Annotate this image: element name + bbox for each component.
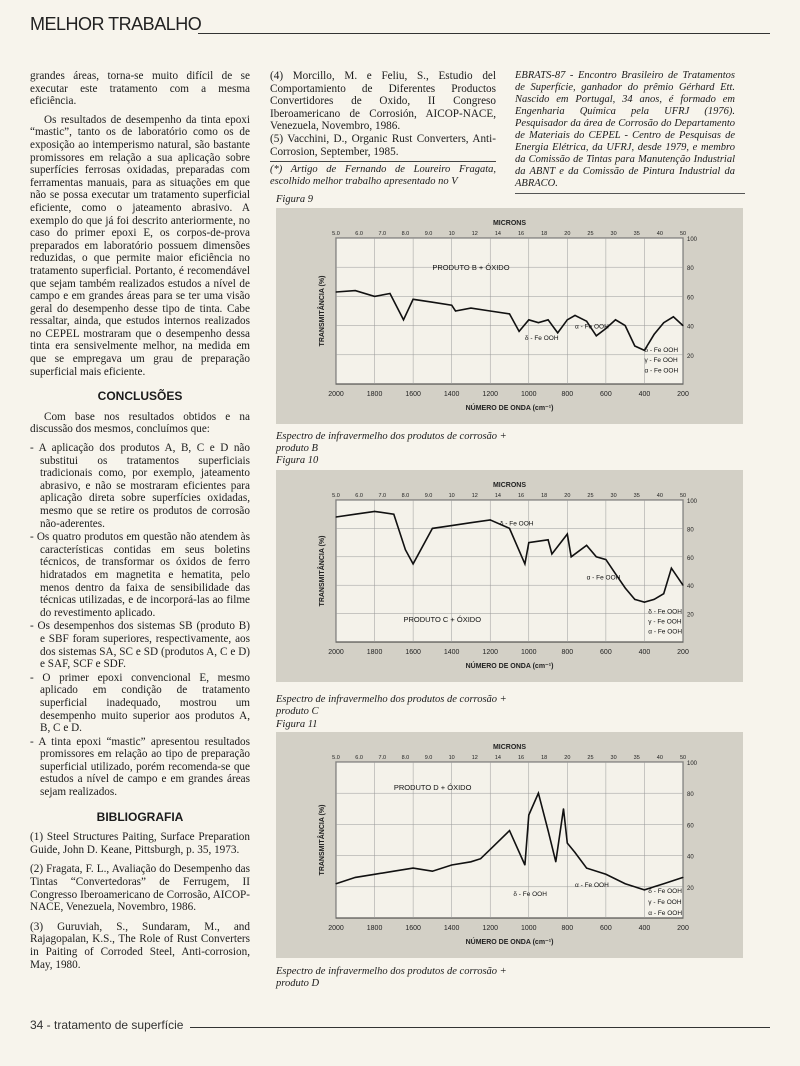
peak-annotation: α - Fe OOH (575, 881, 609, 889)
ir-spectrum-svg (276, 208, 743, 424)
figure-caption: Espectro de infravermelho dos produtos de corrosão + produto D (276, 966, 507, 989)
x-tick-label: 1600 (405, 391, 421, 398)
spectrum-point (586, 867, 587, 868)
peak-annotation: δ - Fe OOH (513, 891, 547, 899)
spectrum-point (555, 861, 556, 862)
reference-item: (5) Vacchini, D., Organic Rust Converters, Anti-Corrosion, September, 1985. (270, 132, 496, 158)
micron-tick-label: 7.0 (378, 755, 387, 761)
peak-annotation: α - Fe OOH (586, 574, 621, 582)
spectrum-point (625, 325, 626, 326)
y-axis-label: TRANSMITÂNCIA (%) (319, 804, 326, 876)
spectrum-point (413, 867, 414, 868)
x-tick-label: 1800 (366, 649, 383, 656)
spectrum-point (596, 335, 597, 336)
micron-tick-label: 18 (541, 493, 548, 499)
y-tick-label: 60 (687, 555, 694, 562)
micron-tick-label: 20 (564, 231, 571, 237)
header-rule (198, 33, 770, 34)
microns-label: MICRONS (492, 744, 527, 751)
micron-tick-label: 16 (518, 493, 525, 499)
spectrum-point (524, 864, 525, 865)
figure-11-chart (276, 732, 743, 958)
spectrum-point (355, 877, 356, 878)
micron-tick-label: 25 (587, 231, 594, 237)
spectrum-point (490, 849, 491, 850)
spectrum-point (470, 307, 471, 308)
spectrum-point (551, 553, 552, 554)
x-tick-label: 2000 (328, 391, 344, 398)
peak-annotation: α - Fe OOH (644, 367, 679, 375)
figure-caption: Espectro de infravermelho dos produtos de corrosão + produto C (276, 694, 507, 717)
x-tick-label: 1400 (443, 925, 460, 932)
spectrum-point (528, 542, 529, 543)
spectrum-point (547, 830, 548, 831)
ir-spectrum-svg (276, 732, 743, 958)
y-tick-label: 100 (687, 237, 698, 243)
column-middle (270, 70, 496, 194)
x-tick-label: 1400 (443, 391, 460, 398)
micron-tick-label: 40 (656, 493, 663, 499)
x-tick-label: 1000 (520, 649, 537, 656)
micron-tick-label: 6.0 (355, 755, 363, 761)
spectrum-point (528, 814, 529, 815)
figure-9-chart (276, 208, 743, 424)
spectrum-point (509, 528, 510, 529)
x-tick-label: 1600 (405, 925, 421, 932)
micron-tick-label: 7.0 (378, 493, 387, 499)
x-tick-label: 2000 (328, 649, 344, 656)
x-tick-label: 800 (561, 391, 574, 398)
reference-item: (4) Morcillo, M. e Feliu, S., Estudio del Comportamiento de Diferentes Productos Convertidores de Oxido, II Congreso Iberoamericano de Corrosión, AICOP-NACE, Venezuela, Novembro, 1986. (270, 70, 496, 133)
x-tick-label: 800 (561, 649, 574, 656)
spectrum-point (455, 310, 456, 311)
spectrum-point (671, 568, 672, 569)
conclusions-heading: CONCLUSÕES (97, 389, 183, 404)
spectrum-point (673, 316, 674, 317)
spectrum-point (432, 871, 433, 872)
figure-label: Figura 11 (276, 719, 318, 730)
x-tick-label: 1200 (482, 649, 499, 656)
x-tick-label: 1000 (520, 925, 537, 932)
x-tick-label: 1400 (443, 649, 460, 656)
y-tick-label: 80 (687, 792, 694, 799)
x-tick-label: 1800 (366, 391, 383, 398)
micron-tick-label: 14 (494, 493, 501, 499)
peak-annotation: γ - Fe OOH (648, 618, 682, 626)
product-label: PRODUTO D + ÓXIDO (393, 783, 472, 793)
y-tick-label: 80 (687, 266, 694, 273)
micron-tick-label: 18 (541, 755, 548, 761)
footer-rule (190, 1027, 770, 1028)
y-tick-label: 20 (687, 885, 694, 892)
spectrum-point (470, 861, 471, 862)
spectrum-point (567, 319, 568, 320)
peak-annotation: α - Fe OOH (575, 323, 609, 331)
x-tick-label: 400 (638, 649, 651, 656)
peak-annotation: γ - Fe OOH (648, 898, 682, 906)
page-header (30, 12, 770, 36)
peak-annotation: δ - Fe OOH (644, 346, 679, 354)
spectrum-point (403, 319, 404, 320)
micron-tick-label: 12 (471, 755, 478, 761)
micron-tick-label: 30 (610, 493, 617, 499)
micron-tick-label: 6.0 (355, 231, 363, 237)
conclusion-item: - A aplicação dos produtos A, B, C e D não substitui os tratamentos superficiais tradicionais como, por exemplo, jateamento abrasivo, e não se mostraram eficientes para aplicação direta sobre superfícies oxidadas, mesmo que se retire os produtos de corrosão não-aderentes. (30, 442, 250, 530)
spectrum-point (335, 516, 336, 517)
reference-item: (1) Steel Structures Paiting, Surface Preparation Guide, John D. Keane, Pittsburgh, p. 35, 1973. (30, 831, 250, 856)
x-tick-label: 600 (600, 649, 612, 656)
spectrum-point (490, 310, 491, 311)
spectrum-point (682, 585, 683, 586)
figure-label: Figura 9 (276, 194, 314, 205)
reference-item: (3) Guruviah, S., Sundaram, M., and Rajagopalan, K.S., The Role of Rust Converters in Paiting of Corroded Steel, Anti-corrosion, May, 1980. (30, 920, 250, 971)
x-tick-label: 200 (677, 925, 689, 932)
peak-annotation: α - Fe OOH (648, 628, 683, 636)
spectrum-point (335, 291, 336, 292)
plot-area (336, 762, 683, 918)
spectrum-point (563, 808, 564, 809)
micron-tick-label: 40 (656, 755, 663, 761)
product-label: PRODUTO B + ÓXIDO (432, 263, 510, 273)
conclusion-item: - Os desempenhos dos sistemas SB (produto B) e SBF foram superiores, respectivamente, aos dos sistemas SA, SC e SD (produtos A, C e D) e SAF, SCF e SDF. (30, 620, 250, 671)
micron-tick-label: 5.0 (332, 493, 340, 499)
conclusion-item: - A tinta epoxi “mastic” apresentou resultados promissores em relação ao tipo de preparação superficial utilizado, porém recomenda-se que estudos a nível de campo e em grandes áreas sejam realizados. (30, 735, 250, 799)
x-tick-label: 1200 (482, 391, 499, 398)
peak-annotation: α - Fe OOH (648, 909, 683, 917)
x-tick-label: 200 (677, 391, 689, 398)
page-number: 34 - tratamento de superfície (30, 1018, 184, 1032)
micron-tick-label: 18 (541, 231, 548, 237)
x-axis-label: NÚMERO DE ONDA (cm⁻¹) (465, 405, 554, 412)
x-tick-label: 400 (638, 925, 651, 932)
spectrum-point (557, 332, 558, 333)
x-tick-label: 600 (600, 391, 612, 398)
micron-tick-label: 25 (587, 493, 594, 499)
micron-tick-label: 35 (633, 755, 640, 761)
spectrum-point (625, 587, 626, 588)
spectrum-point (574, 852, 575, 853)
peak-annotation: δ - Fe OOH (648, 608, 682, 616)
spectrum-point (644, 889, 645, 890)
spectrum-point (586, 321, 587, 322)
micron-tick-label: 10 (448, 231, 455, 237)
paragraph: Os resultados de desempenho da tinta epoxi “mastic”, tanto os de laboratório como os de exposição ao intemperismo natural, são bastante promissores em relação a sua aplicação sobre superfícies ferrosas oxidadas, preparadas com ferramentas manuais, para as situações em que não se possa executar um tratamento superficial eficiente, como o jateamento abrasivo. A exemplo do que já foi descrito anteriormente, no caso do primer epoxi E, os corpos-de-prova preparados em laboratório possuem dimensões reduzidas, o que permite maior eficiência no tratamento superficial. Portanto, é recomendável que sejam também realizados estudos a nível de campo e em grandes áreas para se ter uma visão geral do desempenho desse tipo de tinta. Cabe ressaltar, ainda, que estudos internos realizados no CEPEL mostraram que o desempenho dessa tinta era sensivelmente melhor, na medida em que se empregava um grau de preparação superficial mais eficiente. (30, 113, 250, 378)
x-tick-label: 2000 (328, 925, 344, 932)
author-bio: EBRATS-87 - Encontro Brasileiro de Tratamentos de Superfície, ganhador do prêmio Gérhard Ett. Nascido em Portugal, 34 anos, é formado em Engenharia Química pela UFRJ (1976). Pesquisador da área de Corrosão do Departamento de Materiais do CEPEL - Centro de Pesquisas de Energia Elétrica, da UFRJ, desde 1979, e membro da Comissão de Tintas para Manutenção Industrial da ABNT e da Comissão de Pintura Industrial da ABRACO. (515, 70, 735, 189)
author-note: (*) Artigo de Fernando de Loureiro Fragata, escolhido melhor trabalho apresentado no V (270, 161, 496, 188)
spectrum-point (389, 293, 390, 294)
y-tick-label: 60 (687, 295, 694, 302)
spectrum-point (605, 874, 606, 875)
y-tick-label: 40 (687, 324, 694, 331)
spectrum-point (355, 290, 356, 291)
spectrum-point (524, 563, 525, 564)
y-tick-label: 100 (687, 499, 698, 505)
spectrum-point (596, 556, 597, 557)
micron-tick-label: 7.0 (378, 231, 387, 237)
spectrum-point (355, 514, 356, 515)
micron-tick-label: 50 (679, 755, 687, 761)
figure-label: Figura 10 (276, 455, 319, 466)
x-tick-label: 400 (638, 391, 651, 398)
micron-tick-label: 9.0 (424, 231, 433, 237)
spectrum-point (653, 599, 654, 600)
x-tick-label: 200 (677, 649, 689, 656)
conclusion-item: - O primer epoxi convencional E, mesmo aplicado em condição de tratamento superficial inadequado, mostrou um desempenho muito superior aos produtos A, B, C e D. (30, 671, 250, 735)
y-axis-label: TRANSMITÂNCIA (%) (319, 535, 326, 607)
spectrum-point (663, 322, 664, 323)
spectrum-point (547, 319, 548, 320)
micron-tick-label: 35 (633, 231, 640, 237)
spectrum-point (625, 883, 626, 884)
spectrum-point (509, 313, 510, 314)
spectrum-point (519, 331, 520, 332)
micron-tick-label: 6.0 (355, 493, 363, 499)
micron-tick-label: 12 (471, 493, 478, 499)
spectrum-point (567, 843, 568, 844)
micron-tick-label: 8.0 (401, 493, 410, 499)
y-axis-label: TRANSMITÂNCIA (%) (319, 275, 326, 347)
bibliography-heading: BIBLIOGRAFIA (96, 809, 184, 824)
spectrum-point (490, 519, 491, 520)
figure-caption: Espectro de infravermelho dos produtos de corrosão + produto B (276, 431, 507, 454)
micron-tick-label: 10 (448, 493, 455, 499)
micron-tick-label: 40 (656, 231, 663, 237)
y-tick-label: 40 (687, 854, 694, 861)
micron-tick-label: 5.0 (332, 755, 340, 761)
spectrum-point (574, 315, 575, 316)
spectrum-point (374, 296, 375, 297)
y-tick-label: 40 (687, 584, 694, 591)
micron-tick-label: 35 (633, 493, 640, 499)
spectrum-point (605, 559, 606, 560)
spectrum-point (432, 528, 433, 529)
micron-tick-label: 8.0 (401, 231, 410, 237)
spectrum-point (374, 511, 375, 512)
micron-tick-label: 20 (564, 755, 571, 761)
micron-tick-label: 30 (610, 755, 617, 761)
micron-tick-label: 16 (518, 755, 525, 761)
paragraph: grandes áreas, torna-se muito difícil de se executar este tratamento com a mesma eficiência. (30, 70, 250, 108)
micron-tick-label: 10 (448, 755, 455, 761)
product-label: PRODUTO C + ÓXIDO (403, 615, 482, 625)
micron-tick-label: 20 (564, 493, 571, 499)
micron-tick-label: 9.0 (424, 755, 433, 761)
peak-annotation: γ - Fe OOH (644, 357, 678, 365)
spectrum-point (653, 334, 654, 335)
spectrum-point (451, 305, 452, 306)
x-tick-label: 1600 (405, 649, 421, 656)
spectrum-point (538, 793, 539, 794)
spectrum-point (480, 858, 481, 859)
y-tick-label: 80 (687, 527, 694, 534)
peak-annotation: δ - Fe OOH (648, 888, 682, 896)
microns-label: MICRONS (492, 482, 527, 489)
spectrum-point (451, 525, 452, 526)
micron-tick-label: 5.0 (332, 231, 340, 237)
spectrum-point (413, 299, 414, 300)
spectrum-point (586, 545, 587, 546)
micron-tick-label: 8.0 (401, 755, 410, 761)
microns-label: MICRONS (492, 220, 527, 227)
spectrum-point (470, 522, 471, 523)
spectrum-point (615, 319, 616, 320)
x-tick-label: 800 (561, 925, 574, 932)
spectrum-point (335, 883, 336, 884)
spectrum-point (432, 302, 433, 303)
micron-tick-label: 9.0 (424, 493, 433, 499)
column-right (515, 70, 735, 190)
paragraph: Com base nos resultados obtidos e na discussão dos mesmos, concluímos que: (30, 410, 250, 436)
page-footer (30, 1016, 770, 1036)
spectrum-point (374, 874, 375, 875)
reference-item: (2) Fragata, F. L., Avaliação do Desempenho das Tintas “Convertedoras” de Ferrugem, II Congresso Iberoamericano de Corrosão, AICOP-NACE, Venezuela, Novembro, 1986. (30, 863, 250, 914)
spectrum-point (528, 319, 529, 320)
spectrum-point (682, 877, 683, 878)
spectrum-point (571, 556, 572, 557)
spectrum-point (538, 322, 539, 323)
micron-tick-label: 50 (679, 231, 687, 237)
x-tick-label: 1800 (366, 925, 383, 932)
micron-tick-label: 50 (679, 493, 687, 499)
y-tick-label: 20 (687, 353, 694, 360)
spectrum-point (634, 599, 635, 600)
micron-tick-label: 30 (610, 231, 617, 237)
x-axis-label: NÚMERO DE ONDA (cm⁻¹) (465, 939, 554, 946)
y-tick-label: 60 (687, 823, 694, 830)
spectrum-point (567, 533, 568, 534)
ir-spectrum-svg (276, 470, 743, 682)
plot-area (336, 238, 683, 384)
spectrum-point (393, 871, 394, 872)
micron-tick-label: 14 (494, 231, 501, 237)
x-tick-label: 1000 (520, 391, 537, 398)
x-tick-label: 600 (600, 925, 612, 932)
spectrum-point (682, 325, 683, 326)
spectrum-point (413, 563, 414, 564)
spectrum-point (451, 864, 452, 865)
micron-tick-label: 25 (587, 755, 594, 761)
spectrum-point (509, 830, 510, 831)
spectrum-point (634, 345, 635, 346)
column-left (30, 70, 250, 978)
micron-tick-label: 16 (518, 231, 525, 237)
y-tick-label: 20 (687, 612, 694, 619)
micron-tick-label: 12 (471, 231, 478, 237)
spectrum-point (663, 883, 664, 884)
spectrum-point (663, 593, 664, 594)
peak-annotation: δ - Fe OOH (524, 335, 559, 343)
x-axis-label: NÚMERO DE ONDA (cm⁻¹) (465, 663, 554, 670)
section-title: MELHOR TRABALHO (30, 14, 202, 34)
spectrum-point (393, 514, 394, 515)
spectrum-point (405, 549, 406, 550)
spectrum-point (644, 602, 645, 603)
x-tick-label: 1200 (482, 925, 499, 932)
spectrum-point (547, 539, 548, 540)
y-tick-label: 100 (687, 761, 698, 767)
peak-annotation: δ - Fe OOH (499, 520, 534, 528)
figure-10-chart (276, 470, 743, 682)
conclusion-item: - Os quatro produtos em questão não atendem às características contidas em seus boletins técnicos, de transformar os óxidos de ferro hidratados em magnetita e hematita, pelo menos dentro da faixa de sensibilidade das técnicas utilizadas, e de incorporá-las ao filme do revestimento aplicado. (30, 531, 250, 619)
divider (515, 193, 745, 194)
micron-tick-label: 14 (494, 755, 501, 761)
